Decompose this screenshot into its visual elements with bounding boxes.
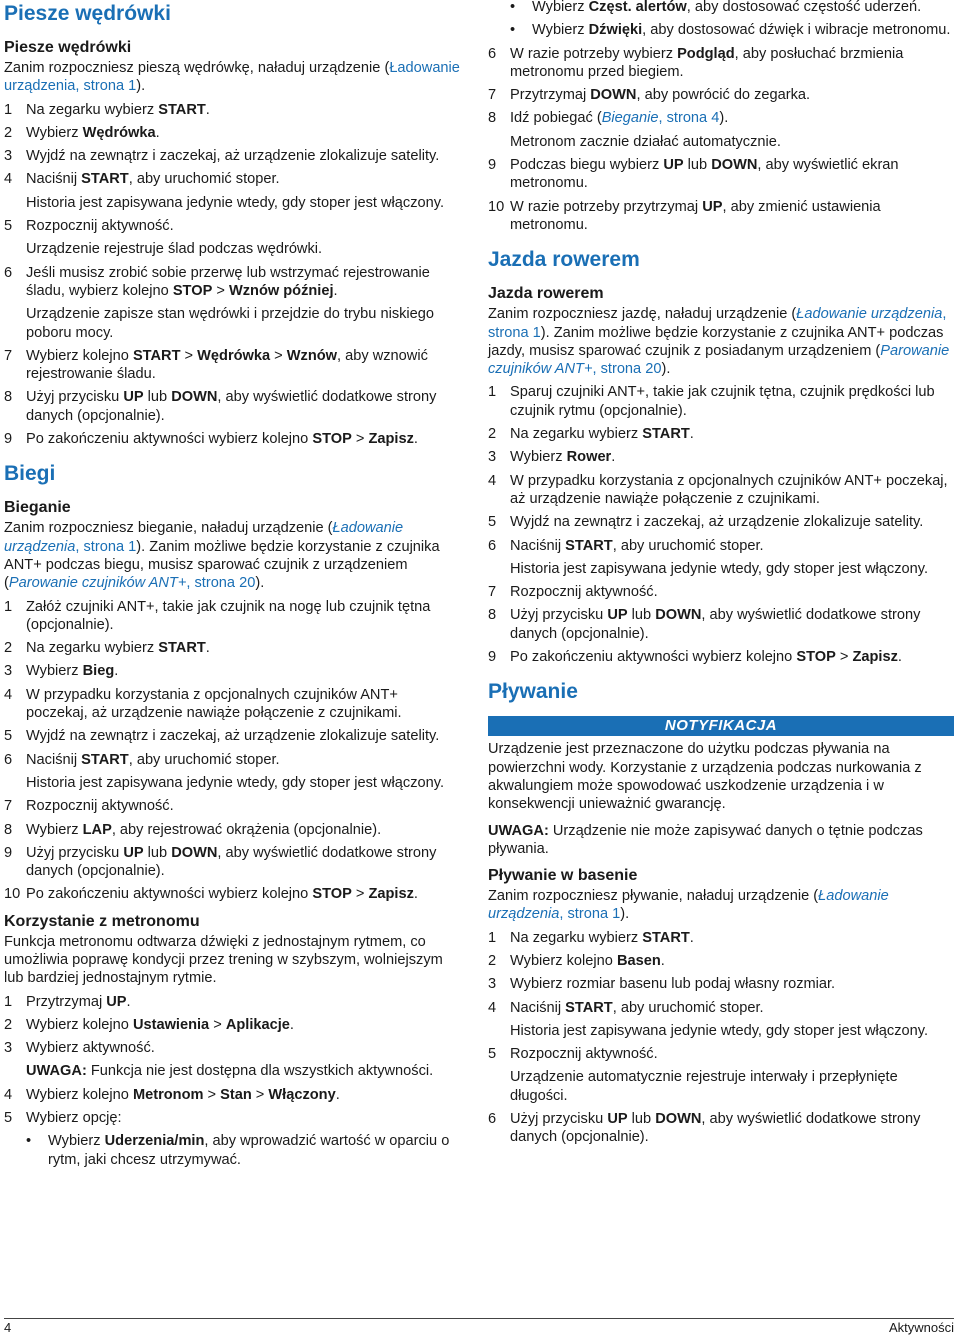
hiking-step-9: 9 Po zakończeniu aktywności wybierz kolejno STOP > Zapisz. xyxy=(4,431,418,448)
notice-text: Urządzenie jest przeznaczone do użytku podczas pływania na powierzchni wody. Korzystanie z urządzenia podczas nurkowania z akwalungiem może spowodować uszkodzenie urządzenia i w konsekwencji unieważnić gwarancję. xyxy=(488,741,922,813)
running-step-6-note: Historia jest zapisywana jedynie wtedy, gdy stoper jest włączony. xyxy=(26,774,445,791)
hiking-step-1: 1 Na zegarku wybierz START. xyxy=(4,101,210,118)
subsection-title-running: Bieganie xyxy=(4,499,71,517)
metronome-step-9: 9 Podczas biegu wybierz UP lub DOWN, aby wyświetlić ekran metronomu. xyxy=(488,157,899,192)
link-charging[interactable]: Ładowanie urządzenia, strona 1 xyxy=(4,520,404,555)
running-step-10: 10 Po zakończeniu aktywności wybierz kolejno STOP > Zapisz. xyxy=(4,886,418,903)
link-charging[interactable]: Ładowanie urządzenia, strona 1 xyxy=(488,306,947,341)
subsection-title-pool-swim: Pływanie w basenie xyxy=(488,867,638,885)
hiking-step-6: 6 Jeśli musisz zrobić sobie przerwę lub wstrzymać rejestrowanie śladu, wybierz kolejno STOP > Wznów później. xyxy=(4,264,430,299)
running-step-7: 7 Rozpocznij aktywność. xyxy=(4,798,174,815)
link-ant-pairing[interactable]: Parowanie czujników ANT+, strona 20 xyxy=(488,342,950,378)
hiking-step-2: 2 Wybierz Wędrówka. xyxy=(4,124,160,141)
metronome-step-2: 2 Wybierz kolejno Ustawienia > Aplikacje. xyxy=(4,1016,294,1033)
metronome-step-6: 6 W razie potrzeby wybierz Podgląd, aby posłuchać brzmienia metronomu przed biegiem. xyxy=(488,45,904,80)
running-step-6: 6 Naciśnij START, aby uruchomić stoper. xyxy=(4,751,280,768)
running-step-4: 4 W przypadku korzystania z opcjonalnych czujników ANT+ poczekaj, aż urządzenie nawiąże połączenie z czujnikami. xyxy=(4,686,402,722)
hiking-intro: Zanim rozpoczniesz pieszą wędrówkę, naładuj urządzenie (Ładowanie urządzenia, strona 1). xyxy=(4,60,460,95)
running-step-2: 2 Na zegarku wybierz START. xyxy=(4,640,210,657)
page-footer xyxy=(4,1318,954,1335)
chapter-title: Aktywności xyxy=(888,1320,954,1335)
cycling-step-3: 3 Wybierz Rower. xyxy=(488,449,616,466)
pool-swim-step-6: 6 Użyj przycisku UP lub DOWN, aby wyświetlić dodatkowe strony danych (opcjonalnie). xyxy=(488,1111,921,1146)
cycling-step-8: 8 Użyj przycisku UP lub DOWN, aby wyświetlić dodatkowe strony danych (opcjonalnie). xyxy=(488,607,921,642)
cycling-step-7: 7 Rozpocznij aktywność. xyxy=(488,584,658,601)
running-step-8: 8 Wybierz LAP, aby rejestrować okrążenia (opcjonalnie). xyxy=(4,821,382,838)
metronome-step-5: 5 Wybierz opcję: xyxy=(4,1110,122,1127)
section-title-cycling: Jazda rowerem xyxy=(488,248,640,272)
hiking-step-4-note: Historia jest zapisywana jedynie wtedy, gdy stoper jest włączony. xyxy=(26,194,445,211)
link-running[interactable]: Bieganie, strona 4 xyxy=(601,110,720,127)
metronome-step-7: 7 Przytrzymaj DOWN, aby powrócić do zegarka. xyxy=(488,87,811,104)
pool-swim-step-3: 3 Wybierz rozmiar basenu lub podaj własny rozmiar. xyxy=(488,976,836,993)
left-column xyxy=(4,0,460,1174)
pool-swim-step-4-note: Historia jest zapisywana jedynie wtedy, gdy stoper jest włączony. xyxy=(510,1022,929,1039)
link-ant-pairing[interactable]: Parowanie czujników ANT+, strona 20 xyxy=(8,575,256,592)
section-title-swimming: Pływanie xyxy=(488,680,578,704)
metronome-option-alert-freq: • Wybierz Częst. alertów, aby dostosować częstość uderzeń. xyxy=(510,0,922,15)
cycling-step-5: 5 Wyjdź na zewnątrz i zaczekaj, aż urządzenie zlokalizuje satelity. xyxy=(488,514,924,531)
metronome-step-3-note: UWAGA: Funkcja nie jest dostępna dla wszystkich aktywności. xyxy=(26,1063,434,1080)
metronome-step-8: 8 Idź pobiegać (Bieganie, strona 4). xyxy=(488,110,729,127)
notice-banner: NOTYFIKACJA xyxy=(488,716,954,736)
cycling-step-2: 2 Na zegarku wybierz START. xyxy=(488,426,694,443)
hiking-step-5-note: Urządzenie rejestruje ślad podczas wędrówki. xyxy=(26,241,323,258)
subsection-title-cycling: Jazda rowerem xyxy=(488,285,604,303)
metronome-option-bpm: • Wybierz Uderzenia/min, aby wprowadzić wartość w oparciu o rytm, jaki chcesz utrzymywać. xyxy=(26,1133,450,1168)
section-title-running: Biegi xyxy=(4,462,56,486)
cycling-step-6: 6 Naciśnij START, aby uruchomić stoper. xyxy=(488,537,764,554)
pool-swim-step-2: 2 Wybierz kolejno Basen. xyxy=(488,952,665,969)
metronome-option-sounds: • Wybierz Dźwięki, aby dostosować dźwięk i wibracje metronomu. xyxy=(510,22,951,39)
metronome-step-1: 1 Przytrzymaj UP. xyxy=(4,993,131,1010)
pool-swim-step-5: 5 Rozpocznij aktywność. xyxy=(488,1046,658,1063)
running-step-9: 9 Użyj przycisku UP lub DOWN, aby wyświetlić dodatkowe strony danych (opcjonalnie). xyxy=(4,844,437,880)
metronome-step-3: 3 Wybierz aktywność. xyxy=(4,1040,155,1057)
pool-swim-step-1: 1 Na zegarku wybierz START. xyxy=(488,929,694,946)
link-charging[interactable]: Ładowanie urządzenia, strona 1 xyxy=(488,888,889,923)
page-number: 4 xyxy=(4,1320,12,1335)
cycling-step-4: 4 W przypadku korzystania z opcjonalnych czujników ANT+ poczekaj, aż urządzenie nawiąże połączenie z czujnikami. xyxy=(488,472,948,507)
pool-swim-intro: Zanim rozpoczniesz pływanie, naładuj urządzenie (Ładowanie urządzenia, strona 1). xyxy=(488,888,889,923)
metronome-step-4: 4 Wybierz kolejno Metronom > Stan > Włączony. xyxy=(4,1086,340,1103)
swim-heart-rate-note: UWAGA: Urządzenie nie może zapisywać danych o tętnie podczas pływania. xyxy=(488,822,923,857)
section-title-hiking: Piesze wędrówki xyxy=(4,2,171,25)
running-step-1: 1 Załóż czujniki ANT+, takie jak czujnik na nogę lub czujnik tętna (opcjonalnie). xyxy=(4,598,431,633)
hiking-step-8: 8 Użyj przycisku UP lub DOWN, aby wyświetlić dodatkowe strony danych (opcjonalnie). xyxy=(4,389,437,424)
subsection-title-hiking: Piesze wędrówki xyxy=(4,39,132,56)
pool-swim-step-5-note: Urządzenie automatycznie rejestruje interwały i przepłynięte długości. xyxy=(510,1069,898,1104)
right-column xyxy=(488,0,954,1152)
subsection-title-metronome: Korzystanie z metronomu xyxy=(4,912,200,930)
cycling-intro: Zanim rozpoczniesz jazdę, naładuj urządzenie (Ładowanie urządzenia, strona 1). Zanim możliwe będzie korzystanie z czujnika ANT+ podczas jazdy, musisz sparować czujnik z posiadanym urządzeniem (Parowanie czujników ANT+, strona 20). xyxy=(488,306,950,378)
link-charging[interactable]: Ładowanie urządzenia, strona 1 xyxy=(4,60,460,95)
running-step-3: 3 Wybierz Bieg. xyxy=(4,663,119,680)
hiking-step-3: 3 Wyjdź na zewnątrz i zaczekaj, aż urządzenie zlokalizuje satelity. xyxy=(4,148,440,165)
metronome-step-8-note: Metronom zacznie działać automatycznie. xyxy=(510,133,781,150)
cycling-step-1: 1 Sparuj czujniki ANT+, takie jak czujnik tętna, czujnik prędkości lub czujnik rytmu (opcjonalnie). xyxy=(488,384,935,419)
metronome-intro: Funkcja metronomu odtwarza dźwięki z jednostajnym rytmem, co umożliwia poprawę kondycji przez trening w szybszym, wolniejszym lub bardziej jednostajnym rytmie. xyxy=(4,933,443,987)
running-step-5: 5 Wyjdź na zewnątrz i zaczekaj, aż urządzenie zlokalizuje satelity. xyxy=(4,728,440,745)
metronome-step-10: 10 W razie potrzeby przytrzymaj UP, aby zmienić ustawienia metronomu. xyxy=(488,198,881,233)
hiking-step-4: 4 Naciśnij START, aby uruchomić stoper. xyxy=(4,171,280,188)
hiking-step-7: 7 Wybierz kolejno START > Wędrówka > Wznów, aby wznowić rejestrowanie śladu. xyxy=(4,347,428,383)
pool-swim-step-4: 4 Naciśnij START, aby uruchomić stoper. xyxy=(488,999,764,1016)
cycling-step-9: 9 Po zakończeniu aktywności wybierz kolejno STOP > Zapisz. xyxy=(488,649,902,666)
hiking-step-5: 5 Rozpocznij aktywność. xyxy=(4,218,174,235)
running-intro: Zanim rozpoczniesz bieganie, naładuj urządzenie (Ładowanie urządzenia, strona 1). Zanim możliwe będzie korzystanie z czujnika ANT+ podczas biegu, musisz sparować czujnik z urządzeniem (Parowanie czujników ANT+, strona 20). xyxy=(4,520,440,592)
hiking-step-6-note: Urządzenie zapisze stan wędrówki i przejdzie do trybu niskiego poboru mocy. xyxy=(26,306,435,341)
cycling-step-6-note: Historia jest zapisywana jedynie wtedy, gdy stoper jest włączony. xyxy=(510,560,929,577)
